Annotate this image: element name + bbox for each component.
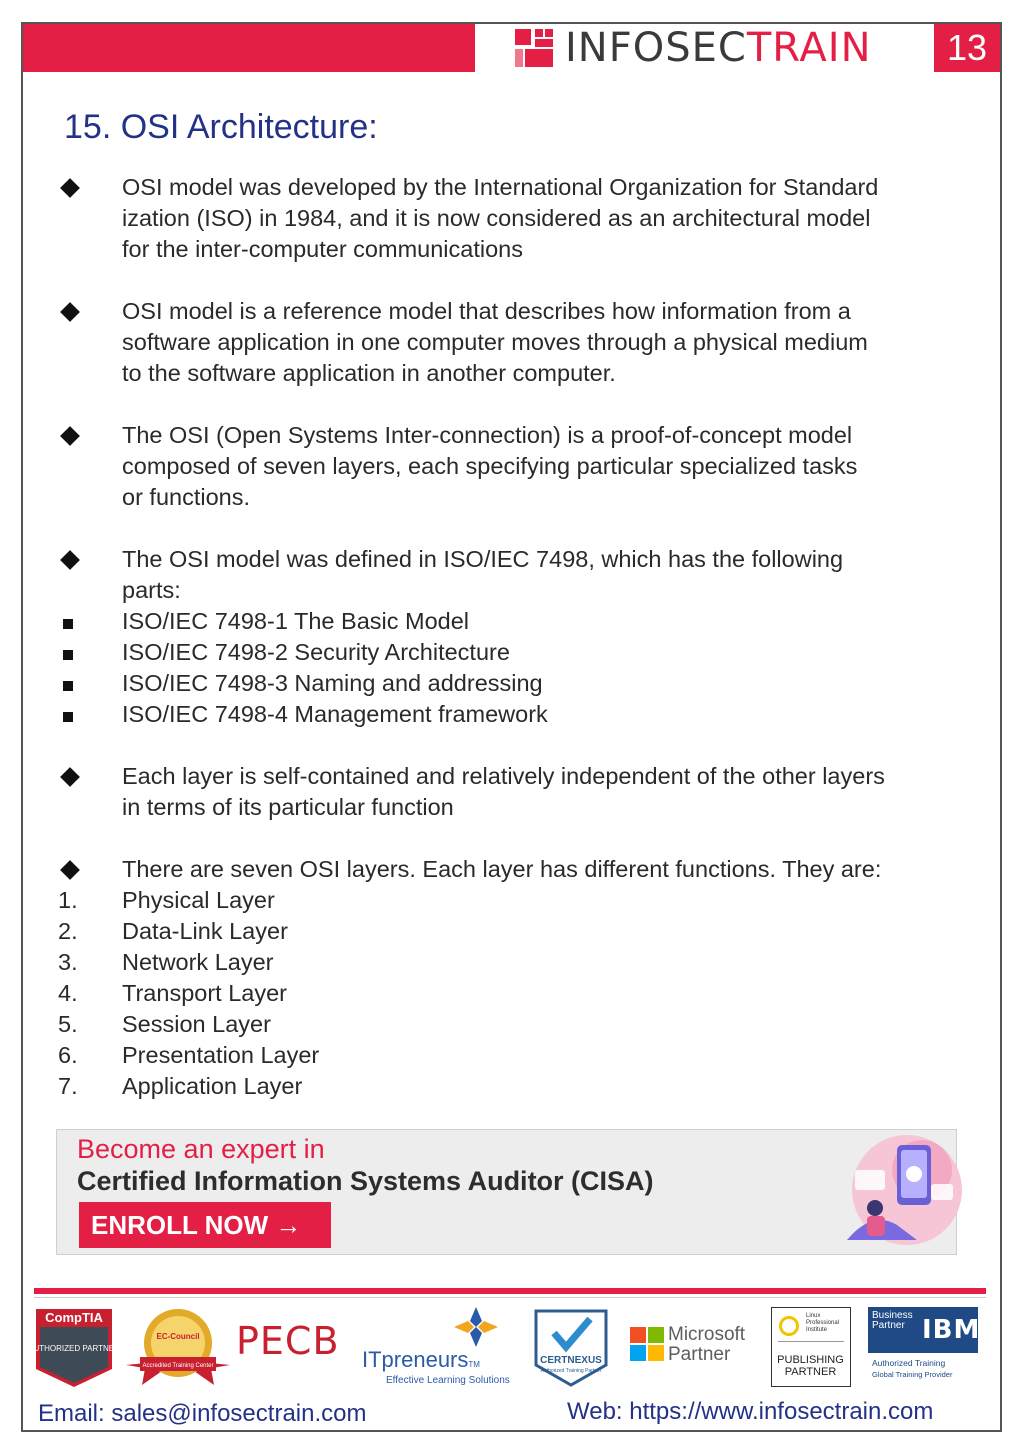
svg-text:Authorized Training Partner: Authorized Training Partner bbox=[540, 1368, 602, 1374]
square-bullet-icon bbox=[63, 712, 73, 722]
iso-part-item: ISO/IEC 7498-4 Management framework bbox=[58, 699, 958, 730]
svg-text:AUTHORIZED PARTNER: AUTHORIZED PARTNER bbox=[28, 1344, 120, 1353]
lpi-icon bbox=[779, 1316, 799, 1336]
microsoft-partner-logo: Microsoft Partner bbox=[630, 1327, 760, 1367]
footer-website-link[interactable]: Web: https://www.infosectrain.com bbox=[567, 1398, 934, 1425]
enroll-now-button[interactable]: ENROLL NOW → bbox=[79, 1202, 331, 1248]
banner-headline: Become an expert in bbox=[77, 1134, 325, 1164]
partner-logos bbox=[28, 1305, 986, 1390]
svg-text:EC-Council: EC-Council bbox=[156, 1332, 200, 1341]
layer-item: 2. Data-Link Layer bbox=[58, 918, 288, 944]
itpreneurs-star-icon bbox=[454, 1307, 498, 1347]
comptia-logo-icon bbox=[28, 1307, 120, 1389]
footer-divider bbox=[34, 1288, 986, 1294]
square-bullet-icon bbox=[63, 681, 73, 691]
bullet-2: OSI model is a reference model that describes how information from a software application in one computer moves through a physical medium to the software application in another computer. bbox=[58, 296, 958, 389]
diamond-bullet-icon bbox=[60, 178, 80, 198]
ec-council-logo-icon bbox=[122, 1305, 234, 1390]
iso-part-item: ISO/IEC 7498-3 Naming and addressing bbox=[58, 668, 958, 699]
bullet-4: The OSI model was defined in ISO/IEC 7498, which has the following parts: bbox=[58, 544, 958, 606]
banner-course-name: Certified Information Systems Auditor (CISA) bbox=[77, 1166, 654, 1196]
bullet-3: The OSI (Open Systems Inter-connection) is a proof-of-concept model composed of seven layers, each specifying particular specialized tasks or functions. bbox=[58, 420, 958, 513]
diamond-bullet-icon bbox=[60, 860, 80, 880]
footer-email-link[interactable]: Email: sales@infosectrain.com bbox=[38, 1400, 367, 1427]
diamond-bullet-icon bbox=[60, 426, 80, 446]
banner-illustration-icon bbox=[827, 1130, 957, 1256]
diamond-bullet-icon bbox=[60, 302, 80, 322]
layer-item: 5. Session Layer bbox=[58, 1011, 271, 1037]
square-bullet-icon bbox=[63, 619, 73, 629]
ibm-business-partner-logo: Business Partner IBM Authorized Training Global Training Provider bbox=[868, 1307, 980, 1387]
header-red-bar bbox=[23, 24, 475, 72]
page-number: 13 bbox=[934, 24, 1000, 72]
certnexus-logo-icon bbox=[532, 1307, 610, 1389]
cisa-promo-banner[interactable] bbox=[56, 1129, 957, 1255]
brand-mark-icon bbox=[515, 29, 553, 67]
diamond-bullet-icon bbox=[60, 767, 80, 787]
svg-text:Accredited Training Center: Accredited Training Center bbox=[142, 1363, 214, 1369]
ibm-badge: Business Partner IBM bbox=[868, 1307, 978, 1353]
microsoft-windows-icon bbox=[630, 1327, 664, 1361]
pecb-logo: PECB bbox=[236, 1319, 340, 1363]
layer-item: 4. Transport Layer bbox=[58, 980, 288, 1006]
svg-text:CERTNEXUS: CERTNEXUS bbox=[540, 1355, 602, 1366]
brand-logo bbox=[515, 25, 872, 71]
footer-divider-thin bbox=[34, 1297, 986, 1298]
svg-text:CompTIA: CompTIA bbox=[45, 1310, 103, 1325]
page-title: 15. OSI Architecture: bbox=[64, 108, 378, 146]
bullet-6: There are seven OSI layers. Each layer has different functions. They are: bbox=[58, 854, 958, 885]
iso-part-item: ISO/IEC 7498-1 The Basic Model bbox=[58, 606, 958, 637]
content-body bbox=[58, 172, 958, 1102]
iso-part-item: ISO/IEC 7498-2 Security Architecture bbox=[58, 637, 958, 668]
layer-item: 7. Application Layer bbox=[58, 1073, 303, 1099]
square-bullet-icon bbox=[63, 650, 73, 660]
diamond-bullet-icon bbox=[60, 550, 80, 570]
bullet-5: Each layer is self-contained and relatively independent of the other layers in terms of its particular function bbox=[58, 761, 958, 823]
brand-name: INFOSECTRAIN bbox=[565, 25, 872, 71]
bullet-1: OSI model was developed by the International Organization for Standard ization (ISO) in 1984, and it is now considered as an architectural model for the inter-computer communications bbox=[58, 172, 958, 265]
itpreneurs-logo: ITpreneursTM Effective Learning Solutions bbox=[362, 1305, 514, 1390]
lpi-publishing-partner-logo: Linux Professional Institute PUBLISHING PARTNER bbox=[771, 1307, 851, 1387]
layer-item: 6. Presentation Layer bbox=[58, 1042, 320, 1068]
layer-item: 1. Physical Layer bbox=[58, 887, 275, 913]
layer-item: 3. Network Layer bbox=[58, 949, 274, 975]
